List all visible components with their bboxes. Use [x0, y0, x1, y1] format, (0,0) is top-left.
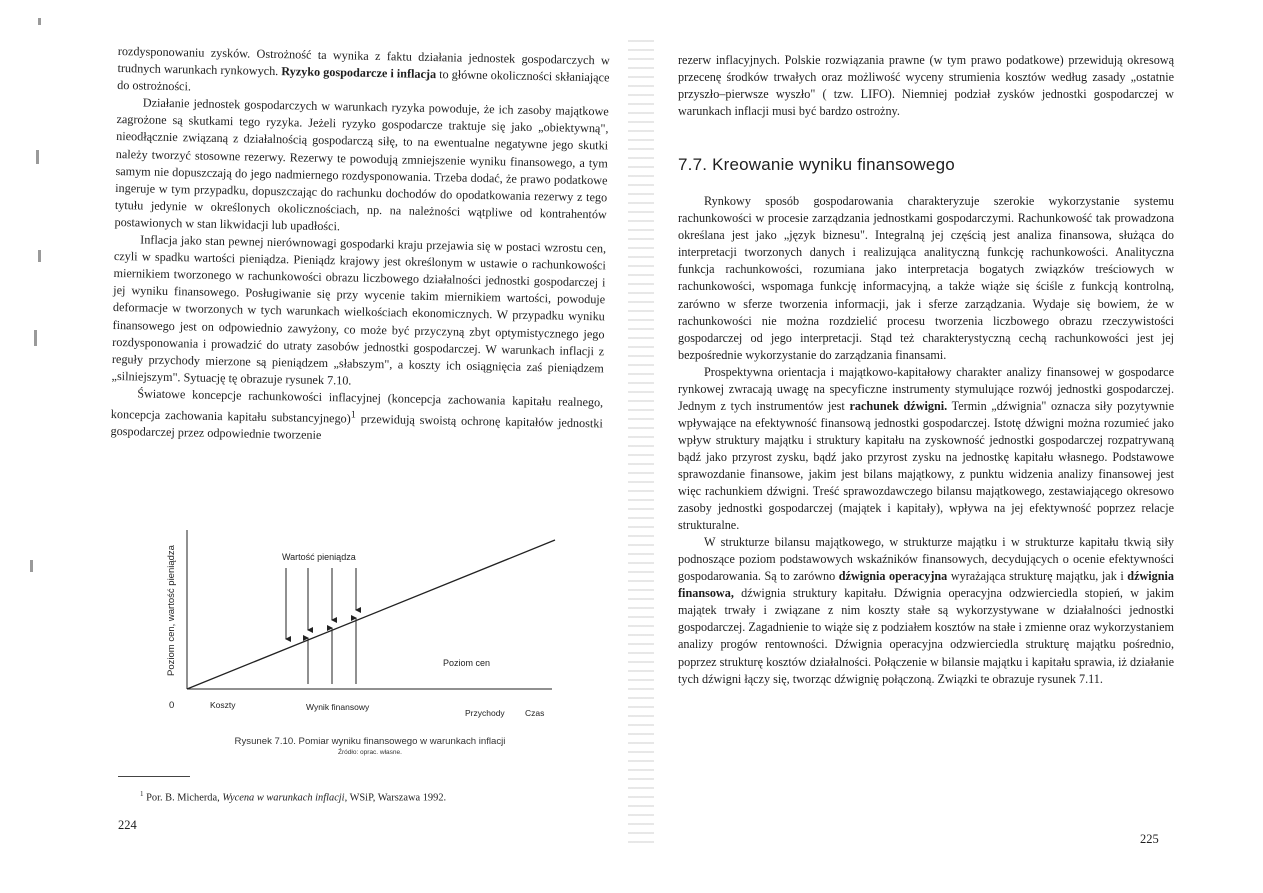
paragraph: Działanie jednostek gospodarczych w warunkach ryzyka powoduje, że ich zasoby majątkowe zagrożone są skutkami tego ryzyka. Jeżeli ryzyko gospodarcze traktuje się jako „obiektywną", nieodłącznie związaną z działalnością gospodarczą siłę, to na ewentualne negatywne jego skutki należy tworzyć stosowne rezerwy. Rezerwy te powodują zmniejszenie wyniku finansowego, a tym samym nie dopuszczają do jego nadmiernego rozdysponowania. Trzeba dodać, że prawo podatkowe ingeruje w tym przypadku, dopuszczając do rachunku dochodów do opodatkowania rezerwy z tego tytułu jedynie w określonych okolicznościach, np. na należności wątpliwe od kontrahentów postawionych w stan likwidacji lub upadłości.	[114, 95, 609, 234]
footnote	[140, 790, 446, 803]
result-label: Wynik finansowy	[306, 702, 370, 712]
paragraph-text: dźwignia struktury kapitału. Dźwignia operacyjna odzwierciedla stopień, w jakim majątek trwały i związane z nim koszty stałe są wykorzystywane w działalności jednostki gospodarczej. Zagadnienie to wiąże się z podziałem kosztów na stałe i zmienne oraz wykorzystaniem analizy progów rentowności. Dźwignia operacyjna odzwierciedla strukturę majątku pośrednio, poprzez strukturę kosztów działalności. Połączenie w bilansie majątku i kapitału sprawia, iż działanie tych dźwigni łączy się, tworząc dźwignię połączoną. Związki te obrazuje rysunek 7.11.	[678, 586, 1175, 686]
paragraph-text: W strukturze bilansu majątkowego, w strukturze majątku i w strukturze kapitału tkwią siły podnoszące poziom podstawowych wskaźników finansowych, decydujących o ocenie efektywności gospodarowania. Są to zarówno	[678, 535, 1174, 584]
left-text-column	[110, 43, 610, 450]
paragraph: Rynkowy sposób gospodarowania charakteryzuje szerokie wykorzystanie systemu rachunkowości w procesie zarządzania jednostkami gospodarczymi. Rachunkowość tak prowadzona określana jest jako „język biznesu". Integralną jej częścią jest analiza finansowa, służąca do interpretacji tworzonych danych i realizująca analityczną funkcję rachunkowości. Analityczna funkcja rachunkowości, rozumiana jako interpretacja bogatych związków treściowych w rachunkowości, wspomaga funkcję informacyjną, a także wiąże się ściśle z funkcją kontrolną, zarówno w sferze tworzenia informacji, jak i sferze zarządzania. Wydaje się bowiem, że w rachunkowości nie można rozdzielić procesu tworzenia liczbowego obrazu rzeczywistości gospodarczej od jego interpretacji. Stąd też charakterystyczną cechą rachunkowości jest jej bezpośrednie wykorzystanie do zarządzania finansami.	[678, 194, 1174, 362]
paragraph-text: Termin „dźwignia" oznacza siły pozytywnie wpływające na efektywność finansową jednostki gospodarczej. Istotę dźwigni można rozumieć jako wpływ struktury majątku i struktury kapitału na zyskowność jednostki gospodarczej rozpatrywaną bądź jako przyrost zysku, bądź jako przyrost zysku na jednostkę kapitału własnego. Podstawowe sprawozdanie finansowe, jakim jest bilans majątkowy, z punktu widzenia analizy finansowej jest więc rachunkiem dźwigni. Treść sprawozdawczego bilansu majątkowego, zestawiającego okresowo zasoby jednostki gospodarczej (majątek i kapitały), wpływa na jej efektywność poprzez relacje strukturalne.	[678, 398, 1174, 533]
right-page	[632, 0, 1263, 893]
paragraph	[678, 364, 1174, 534]
bold-term: dźwignia finansowa,	[678, 569, 1175, 601]
paragraph-text: Prospektywna orientacja i majątkowo-kapitałowy charakter analizy finansowej w gospodarce rynkowej zwracają uwagę na specyficzne instrumenty stymulujące rozwój jednostki gospodarczej. Jednym z tych instrumentów jest	[678, 364, 1174, 413]
y-axis-label: Poziom cen, wartość pieniądza	[166, 545, 177, 676]
paragraph: Inflacja jako stan pewnej nierównowagi gospodarki kraju przejawia się w postaci wzrostu cen, czyli w spadku wartości pieniądza. Pieniądz krajowy jest określonym w ustawie o rachunkowości miernikiem tworzonego w rachunkowości obrazu liczbowego działalności jednostki gospodarczej i jej wyniku finansowego. Posługiwanie się przy wycenie takim miernikiem wartości, powoduje deformacje w tworzonych w tych warunkach wielkościach ekonomicznych. W przypadku wyniku finansowego jest on odpowiednio zawyżony, co może być przyczyną zbyt optymistycznego jego rozdysponowania i prowadzić do utraty zasobów jednostki gospodarczej. W warunkach inflacji z reguły przychody mierzone są pieniądzem „słabszym", a koszty ich osiągnięcia zaś pieniądzem „silniejszym". Sytuację tę obrazuje rysunek 7.10.	[111, 232, 607, 388]
section-heading: 7.7. Kreowanie wyniku finansowego	[678, 155, 955, 175]
paragraph-text: przewidują swoistą ochronę kapitałów jednostki gospodarczej przez odpowiednie tworzenie	[110, 411, 603, 443]
revenue-label: Przychody	[465, 708, 505, 718]
footnote-rule	[118, 776, 190, 777]
right-text-column	[678, 52, 1174, 688]
time-label: Czas	[525, 708, 545, 718]
price-level-label: Poziom cen	[443, 658, 491, 668]
paragraph	[678, 534, 1174, 687]
bold-term: dźwignia operacyjna	[838, 569, 948, 584]
figure-caption	[200, 736, 540, 756]
paragraph-text: Światowe koncepcje rachunkowości inflacyjnej (koncepcja zachowania kapitału realnego, koncepcja zachowania kapitału substancyjnego)	[110, 386, 604, 426]
page-number-left: 224	[118, 818, 137, 832]
paragraph-text: to główne okoliczności skłaniające do ostrożności.	[117, 67, 610, 94]
bold-term: rachunek dźwigni.	[849, 398, 948, 413]
footnote-title: Wycena w warunkach inflacji,	[222, 792, 348, 804]
footnote-publisher: WSiP, Warszawa 1992.	[349, 792, 447, 804]
page-number-right: 225	[1140, 832, 1159, 846]
money-value-label: Wartość pieniądza	[282, 552, 356, 562]
paragraph: rezerw inflacyjnych. Polskie rozwiązania prawne (w tym prawo podatkowe) przewidują okresową przecenę środków trwałych oraz możliwość wyceny strumienia kosztów według zasady „ostatnie przyszło–pierwsze wyszło" ( tzw. LIFO). Niemniej podział zysków jednostki gospodarczej w warunkach inflacji musi być bardzo ostrożny.	[678, 53, 1174, 119]
footnote-number: 1	[140, 790, 144, 798]
price-level-line	[187, 540, 555, 689]
figure-caption-text: Rysunek 7.10. Pomiar wyniku finansowego w warunkach inflacji	[234, 736, 506, 747]
paragraph	[117, 43, 610, 104]
footnote-mark: 1	[350, 409, 357, 421]
figure-source: Źródło: oprac. własne.	[338, 749, 402, 756]
paragraph	[110, 385, 603, 450]
bold-phrase: Ryzyko gospodarcze i inflacja	[281, 64, 437, 82]
costs-label: Koszty	[210, 700, 236, 710]
origin-label: 0	[169, 700, 175, 711]
inflation-result-chart	[160, 526, 580, 726]
paragraph-text: rozdysponowaniu zysków. Ostrożność ta wynika z faktu działania jednostek gospodarczych w trudnych warunkach rynkowych.	[117, 43, 610, 79]
paragraph-text: wyrażająca strukturę majątku, jak i	[950, 569, 1124, 584]
footnote-author: Por. B. Micherda,	[146, 792, 220, 804]
